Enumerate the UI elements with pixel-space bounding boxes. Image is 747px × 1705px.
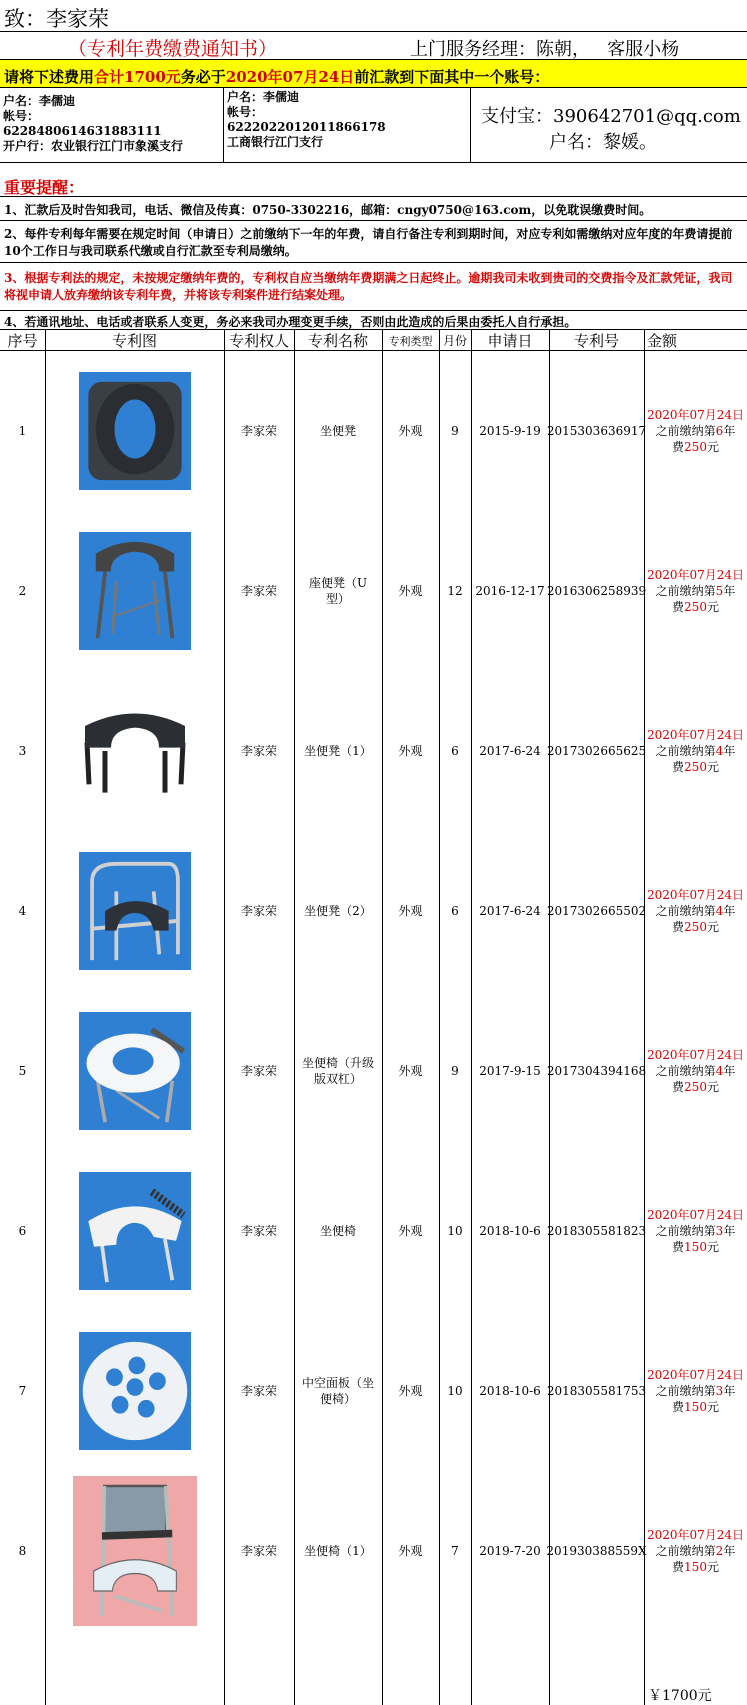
due-date: 2020年07月24日 bbox=[646, 1528, 745, 1542]
service-manager: 上门服务经理：陈朝， 客服小杨 bbox=[410, 39, 680, 60]
cell-owner: 李家荣 bbox=[240, 1064, 277, 1078]
fee-year: 4 bbox=[715, 1064, 724, 1078]
fee-amount: 250 bbox=[684, 1080, 707, 1094]
account-2-bank: 工商银行江门支行 bbox=[227, 135, 324, 149]
due-text: 之前缴纳第 bbox=[655, 1384, 716, 1398]
grid-line bbox=[382, 330, 383, 1705]
fee-year: 2 bbox=[715, 1544, 724, 1558]
account-section bbox=[0, 88, 747, 163]
col-header-owner: 专利权人 bbox=[228, 332, 289, 350]
fee-amount: 250 bbox=[684, 920, 707, 934]
cell-type: 外观 bbox=[398, 1384, 423, 1398]
cell-month: 6 bbox=[451, 904, 459, 918]
fee-amount: 250 bbox=[684, 760, 707, 774]
cell-owner: 李家荣 bbox=[240, 1384, 277, 1398]
reminder-title-row bbox=[0, 163, 747, 197]
notice-text-2: 务必于 bbox=[180, 68, 226, 86]
cell-owner: 李家荣 bbox=[240, 584, 277, 598]
alipay-id: 支付宝：390642701@qq.com bbox=[481, 106, 741, 127]
cell-name: 坐便椅（1） bbox=[304, 1544, 372, 1558]
cell-type: 外观 bbox=[398, 1224, 423, 1238]
cell-name: 坐便椅 bbox=[319, 1224, 356, 1238]
fee-amount: 150 bbox=[684, 1400, 707, 1414]
cell-amount bbox=[644, 831, 747, 991]
cell-no: 8 bbox=[18, 1544, 27, 1558]
due-text: 之前缴纳第 bbox=[655, 424, 716, 438]
fee-year: 6 bbox=[715, 424, 724, 438]
fee-year-suffix: 年 bbox=[723, 1544, 736, 1558]
cell-type: 外观 bbox=[398, 1064, 423, 1078]
cell-month: 6 bbox=[451, 744, 459, 758]
account-2-name: 户名：李儒迪 bbox=[227, 90, 300, 104]
col-header-month: 月份 bbox=[442, 334, 467, 348]
header-to-line bbox=[0, 0, 747, 32]
cell-month: 12 bbox=[447, 584, 463, 598]
due-text: 之前缴纳第 bbox=[655, 904, 716, 918]
total-amount: ￥1700元 bbox=[648, 1688, 712, 1704]
cell-patent: 201930388559X bbox=[546, 1544, 647, 1558]
cell-type: 外观 bbox=[398, 904, 423, 918]
cell-owner: 李家荣 bbox=[240, 1544, 277, 1558]
cell-date: 2017-9-15 bbox=[479, 1064, 541, 1078]
col-header-name: 专利名称 bbox=[307, 332, 368, 350]
cell-patent: 2017302665502 bbox=[546, 904, 647, 918]
cell-type: 外观 bbox=[398, 1544, 423, 1558]
fee-prefix: 费 bbox=[672, 440, 685, 454]
fee-year-suffix: 年 bbox=[723, 744, 736, 758]
cell-owner: 李家荣 bbox=[240, 1224, 277, 1238]
account-1-label: 帐号： bbox=[3, 109, 40, 123]
fee-amount: 250 bbox=[684, 440, 707, 454]
cell-date: 2017-6-24 bbox=[479, 744, 541, 758]
reminder-1-text: 1、汇款后及时告知我司，电话、微信及传真：0750-3302216，邮箱：cngy0750@163.com，以免耽误缴费时间。 bbox=[4, 203, 652, 217]
fee-prefix: 费 bbox=[672, 1080, 685, 1094]
cell-amount bbox=[644, 671, 747, 831]
cell-month: 10 bbox=[447, 1384, 463, 1398]
cell-no: 6 bbox=[18, 1224, 27, 1238]
due-text: 之前缴纳第 bbox=[655, 1224, 716, 1238]
due-date: 2020年07月24日 bbox=[646, 568, 745, 582]
black-stool-icon bbox=[75, 701, 195, 801]
cell-patent: 2017302665625 bbox=[546, 744, 647, 758]
fee-suffix: 元 bbox=[706, 1080, 719, 1094]
fee-amount: 150 bbox=[684, 1560, 707, 1574]
cell-amount bbox=[644, 511, 747, 671]
grid-line bbox=[439, 330, 440, 1705]
account-bank-2 bbox=[224, 88, 471, 163]
account-1-bank: 开户行：农业银行江门市象溪支行 bbox=[3, 139, 184, 153]
cell-date: 2017-6-24 bbox=[479, 904, 541, 918]
cell-name: 坐便凳 bbox=[319, 424, 356, 438]
fee-year-suffix: 年 bbox=[723, 904, 736, 918]
cell-amount bbox=[644, 1151, 747, 1311]
reminder-title: 重要提醒： bbox=[4, 178, 85, 197]
due-text: 之前缴纳第 bbox=[655, 1064, 716, 1078]
notice-text-3: 前汇款到下面其中一个账号： bbox=[354, 68, 550, 86]
cell-name: 坐便凳（2） bbox=[304, 904, 372, 918]
fee-prefix: 费 bbox=[672, 760, 685, 774]
account-1-number: 6228480614631883111 bbox=[3, 124, 162, 138]
grid-line bbox=[644, 330, 645, 1705]
cell-patent: 2015303636917 bbox=[546, 424, 647, 438]
account-1-name: 户名：李儒迪 bbox=[3, 94, 76, 108]
reminder-1 bbox=[0, 197, 747, 221]
fee-prefix: 费 bbox=[672, 1560, 685, 1574]
cell-patent: 2018305581823 bbox=[546, 1224, 647, 1238]
notice-deadline: 2020年07月24日 bbox=[225, 68, 355, 86]
fee-prefix: 费 bbox=[672, 920, 685, 934]
frame-stool-icon bbox=[79, 852, 191, 970]
white-u-chair-icon bbox=[79, 1172, 191, 1290]
notice-total: 合计1700元 bbox=[94, 68, 181, 86]
cell-date: 2018-10-6 bbox=[479, 1384, 541, 1398]
oval-seat-icon bbox=[79, 372, 191, 490]
fee-year: 4 bbox=[715, 744, 724, 758]
reminder-3 bbox=[0, 263, 747, 311]
col-header-no: 序号 bbox=[7, 332, 38, 350]
notice-bar bbox=[0, 60, 747, 88]
u-stool-icon bbox=[79, 532, 191, 650]
white-chair-icon bbox=[79, 1012, 191, 1130]
cell-date: 2018-10-6 bbox=[479, 1224, 541, 1238]
fee-prefix: 费 bbox=[672, 600, 685, 614]
account-bank-1 bbox=[0, 88, 224, 163]
grid-line bbox=[224, 330, 225, 1705]
backrest-chair-icon bbox=[73, 1476, 197, 1626]
fee-prefix: 费 bbox=[672, 1400, 685, 1414]
due-date: 2020年07月24日 bbox=[646, 888, 745, 902]
cell-date: 2019-7-20 bbox=[479, 1544, 541, 1558]
cell-owner: 李家荣 bbox=[240, 904, 277, 918]
cell-no: 5 bbox=[18, 1064, 27, 1078]
cell-amount bbox=[644, 991, 747, 1151]
cell-name: 中空面板（坐便椅） bbox=[301, 1376, 374, 1406]
fee-year: 5 bbox=[715, 584, 724, 598]
fee-suffix: 元 bbox=[706, 440, 719, 454]
cell-type: 外观 bbox=[398, 424, 423, 438]
fee-year: 3 bbox=[715, 1384, 724, 1398]
alipay-account bbox=[471, 88, 747, 163]
fee-suffix: 元 bbox=[706, 1400, 719, 1414]
cell-no: 4 bbox=[18, 904, 27, 918]
fee-year-suffix: 年 bbox=[723, 424, 736, 438]
col-header-amount: 金额 bbox=[647, 332, 678, 350]
fee-suffix: 元 bbox=[706, 1560, 719, 1574]
due-text: 之前缴纳第 bbox=[655, 1544, 716, 1558]
reminder-4 bbox=[0, 311, 747, 330]
recipient-label: 致：李家荣 bbox=[4, 7, 109, 31]
total-row bbox=[0, 1671, 747, 1705]
fee-year-suffix: 年 bbox=[723, 1224, 736, 1238]
reminder-2-text: 2、每件专利每年需要在规定时间（申请日）之前缴纳下一年的年费，请自行备注专利到期时间，对应专利如需缴纳对应年度的年费请提前10个工作日与我司联系代缴或自行汇款至专利局缴纳。 bbox=[4, 227, 733, 258]
due-text: 之前缴纳第 bbox=[655, 744, 716, 758]
cell-month: 9 bbox=[451, 1064, 459, 1078]
cell-date: 2016-12-17 bbox=[475, 584, 545, 598]
cell-name: 坐便凳（1） bbox=[304, 744, 372, 758]
fee-suffix: 元 bbox=[706, 1240, 719, 1254]
due-date: 2020年07月24日 bbox=[646, 1048, 745, 1062]
due-date: 2020年07月24日 bbox=[646, 728, 745, 742]
fee-year-suffix: 年 bbox=[723, 1064, 736, 1078]
cell-owner: 李家荣 bbox=[240, 744, 277, 758]
cell-patent: 2018305581753 bbox=[546, 1384, 647, 1398]
grid-line bbox=[294, 330, 295, 1705]
fee-suffix: 元 bbox=[706, 760, 719, 774]
grid-line bbox=[45, 330, 46, 1705]
cell-amount bbox=[644, 1471, 747, 1631]
due-date: 2020年07月24日 bbox=[646, 1208, 745, 1222]
cell-no: 2 bbox=[18, 584, 27, 598]
fee-suffix: 元 bbox=[706, 920, 719, 934]
title-row bbox=[0, 32, 747, 60]
notice-title: （专利年费缴费通知书） bbox=[68, 38, 278, 60]
hollow-panel-icon bbox=[79, 1332, 191, 1450]
cell-type: 外观 bbox=[398, 584, 423, 598]
fee-amount: 250 bbox=[684, 600, 707, 614]
fee-amount: 150 bbox=[684, 1240, 707, 1254]
cell-month: 10 bbox=[447, 1224, 463, 1238]
cell-no: 1 bbox=[18, 424, 27, 438]
cell-amount bbox=[644, 351, 747, 511]
notice-text-1: 请将下述费用 bbox=[4, 68, 95, 86]
cell-amount bbox=[644, 1311, 747, 1471]
reminder-4-text: 4、若通讯地址、电话或者联系人变更，务必来我司办理变更手续，否则由此造成的后果由委托人自行承担。 bbox=[4, 315, 577, 329]
due-text: 之前缴纳第 bbox=[655, 584, 716, 598]
cell-no: 7 bbox=[18, 1384, 27, 1398]
cell-date: 2015-9-19 bbox=[479, 424, 541, 438]
fee-year-suffix: 年 bbox=[723, 584, 736, 598]
fee-prefix: 费 bbox=[672, 1240, 685, 1254]
account-2-label: 帐号： bbox=[227, 105, 264, 119]
table-header bbox=[0, 330, 747, 351]
grid-line bbox=[549, 330, 550, 1705]
cell-name: 坐便椅（升级版双杠） bbox=[301, 1056, 374, 1086]
fee-year-suffix: 年 bbox=[723, 1384, 736, 1398]
cell-month: 9 bbox=[451, 424, 459, 438]
cell-owner: 李家荣 bbox=[240, 424, 277, 438]
fee-suffix: 元 bbox=[706, 600, 719, 614]
fee-year: 3 bbox=[715, 1224, 724, 1238]
grid-line bbox=[471, 330, 472, 1705]
cell-no: 3 bbox=[18, 744, 27, 758]
cell-type: 外观 bbox=[398, 744, 423, 758]
cell-name: 座便凳（U型） bbox=[308, 576, 368, 606]
cell-month: 7 bbox=[451, 1544, 459, 1558]
reminder-3-text: 3、根据专利法的规定，未按规定缴纳年费的，专利权自应当缴纳年费期满之日起终止。逾期我司未收到贵司的交费指令及汇款凭证，我司将视申请人放弃缴纳该专利年费，并将该专利案件进行结案处理。 bbox=[4, 271, 733, 302]
due-date: 2020年07月24日 bbox=[646, 408, 745, 422]
col-header-type: 专利类型 bbox=[388, 334, 433, 348]
col-header-date: 申请日 bbox=[487, 332, 533, 350]
due-date: 2020年07月24日 bbox=[646, 1368, 745, 1382]
cell-patent: 2017304394168 bbox=[546, 1064, 647, 1078]
cell-patent: 2016306258939 bbox=[546, 584, 647, 598]
col-header-image: 专利图 bbox=[111, 332, 157, 350]
alipay-name: 户名：黎媛。 bbox=[549, 132, 657, 153]
reminder-2 bbox=[0, 221, 747, 263]
account-2-number: 6222022012011866178 bbox=[227, 120, 386, 134]
col-header-patent: 专利号 bbox=[573, 332, 619, 350]
fee-year: 4 bbox=[715, 904, 724, 918]
